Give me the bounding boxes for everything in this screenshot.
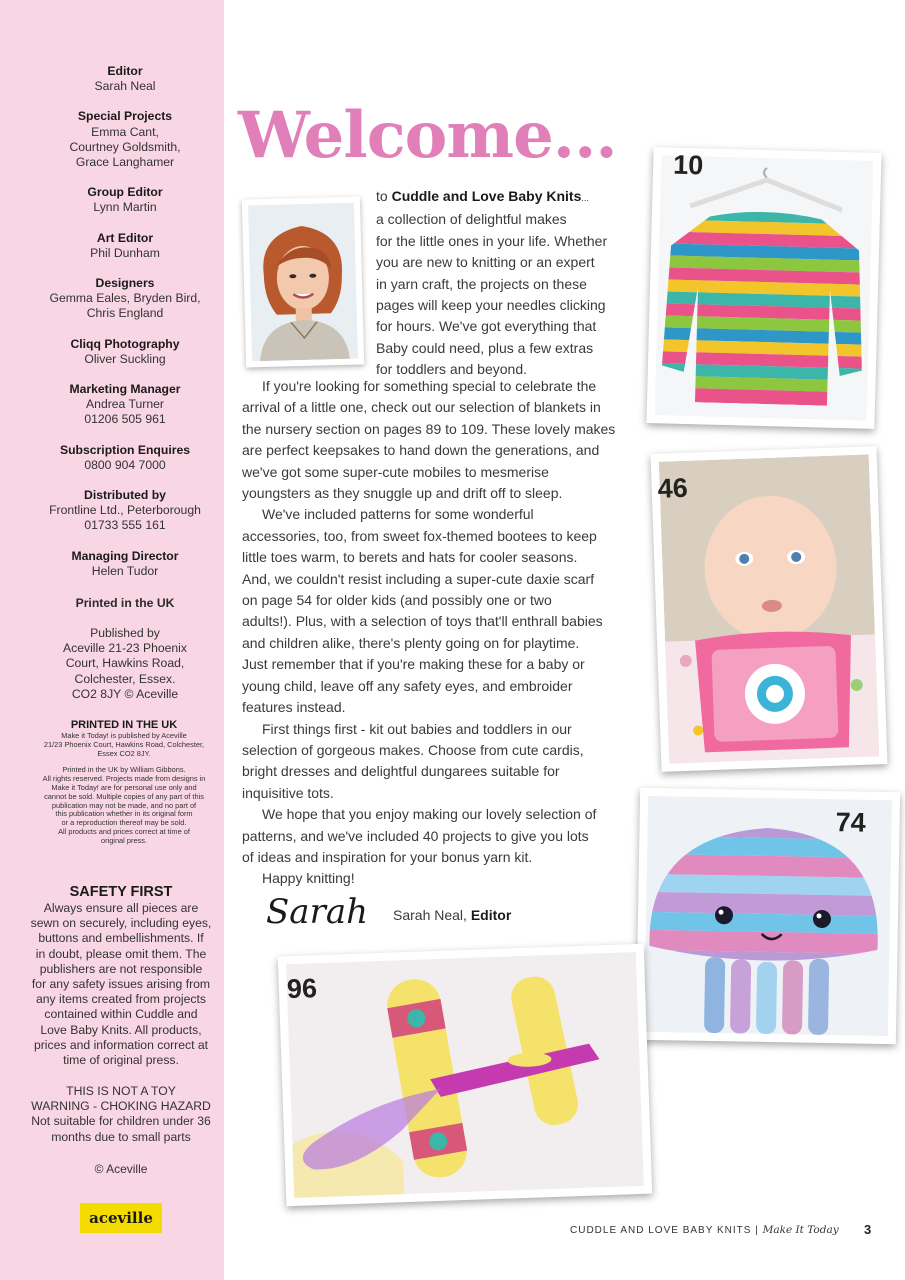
credit-block [10,488,240,534]
magazine-name: Cuddle and Love Baby Knits [391,188,582,204]
editor-portrait [242,196,364,367]
intro-lines [376,209,636,380]
body-line: little toes warm, to berets and hats for cooler seasons. [242,549,578,566]
body-line: First things first - kit out babies and toddlers in our [262,720,572,737]
intro-first-line [376,186,636,209]
signature-name [393,907,511,923]
safety-line: prices and information correct at [33,1037,209,1052]
toy-warning-line: THIS IS NOT A TOY [66,1084,176,1098]
photo-baby [651,446,888,772]
credit-name: Oliver Suckling [84,351,166,366]
intro-line: for hours. We've got everything that [376,318,597,335]
plane-image [286,952,644,1198]
safety-line: any items created from projects [35,992,206,1007]
body-line: If you're looking for something special to celebrate the [262,378,597,394]
photo-jellyfish [636,788,900,1044]
body-line: young child, leave off any safety eyes, and embroider [242,677,573,694]
credit-block [10,109,240,170]
body-line: we've got some super-cute mobiles to mesmerise [242,463,549,480]
publisher-info [10,626,240,702]
body-paragraph [242,804,634,868]
body-line: are perfect keepsakes to hand down the generations, and [242,442,600,459]
body-line: the nursery section on pages 89 to 109. These lovely makes [242,420,616,437]
intro-line: Baby could need, plus a few extras [376,339,594,356]
sidebar [0,0,224,1280]
body-line: We hope that you enjoy making our lovely selection of [262,806,597,823]
credit-role: Cliqq Photography [70,336,180,351]
safety-line: publishers are not responsible [39,961,203,976]
sweater-image [655,155,874,420]
photo-plane [278,944,653,1207]
intro-line: for toddlers and beyond. [376,361,527,378]
safety-line: time of original press. [63,1053,179,1068]
credit-name: 01206 505 961 [84,412,166,427]
intro-line: for the little ones in your life. Whether [376,232,608,249]
page-number-jellyfish: 74 [835,807,866,838]
legal-line: All rights reserved. Projects made from designs in [42,774,206,784]
page-title: Welcome... [238,98,617,173]
credit-block [10,337,240,367]
credit-block [10,231,240,261]
photo-sweater [646,147,881,429]
safety-line: buttons and embellishments. If [38,931,204,946]
credit-role: Special Projects [77,109,173,124]
legal-title: PRINTED IN THE UK [70,719,178,731]
aceville-logo: aceville [80,1203,162,1233]
body-line: arrival of a little one, check out our selection of blankets in [242,399,601,416]
credit-role: Designers [95,276,155,291]
safety-line: for any safety issues arising from [31,977,211,992]
intro-prefix: to [376,188,392,204]
body-line: of ideas and inspiration for your bonus yarn kit. [242,848,533,865]
credit-name: 01733 555 161 [84,518,166,533]
body-line: accessories, too, from sweet fox-themed bootees to keep [242,527,597,544]
page-number-sweater: 10 [672,149,704,181]
page-number: 3 [864,1222,872,1237]
body-line: selection of gorgeous makes. Choose from cute cardis, [242,741,584,758]
legal-line: Printed in the UK by William Gibbons. [62,765,186,775]
credit-role: Subscription Enquires [59,442,191,457]
publisher-line: CO2 8JY © Aceville [71,686,179,701]
toy-warning-line: Not suitable for children under 36 [31,1114,211,1129]
body-line: Just remember that if you're making these for a baby or [242,656,585,673]
printed-uk [10,596,240,611]
credit-role: Group Editor [87,185,163,200]
body-line: patterns, and we've included 40 projects to give you lots [242,827,589,844]
body-line: features instead. [242,699,346,716]
page-number-plane: 96 [286,973,318,1005]
credit-role: Editor [107,64,143,78]
legal-line: Make it Today! is published by Aceville [61,731,187,740]
page-number-baby: 46 [657,472,689,504]
article-body [242,376,634,890]
safety-title: SAFETY FIRST [69,884,173,900]
legal-line: Make it Today! are for personal use only and [51,782,197,792]
credit-block [10,276,240,322]
credit-name: Helen Tudor [91,563,159,578]
intro-line: a collection of delightful makes [376,211,567,228]
publisher-line: Aceville 21-23 Phoenix [63,641,187,656]
credit-block [10,443,240,473]
body-paragraph [242,376,634,504]
legal-line: publication may not be made, and no part of [51,800,197,810]
legal-line: 21/23 Phoenix Court, Hawkins Road, Colchester, [43,739,205,749]
body-line: on page 54 for older kids (and possibly one or two [242,592,552,609]
toy-warning [18,1084,224,1145]
safety-line: Love Baby Knits. All products, [40,1022,202,1037]
credit-name: Lynn Martin [93,200,157,215]
credit-name: Andrea Turner [86,397,164,412]
toy-warning-line: WARNING - CHOKING HAZARD [31,1099,211,1114]
credit-block [10,382,240,428]
credit-role: Managing Director [71,548,179,563]
body-line: youngsters as they snuggle up and drift off to sleep. [242,485,563,502]
body-line: inquisitive tots. [242,784,334,801]
legal-publisher [24,732,224,758]
body-line: We've included patterns for some wonderful [262,506,534,523]
credit-name: 0800 904 7000 [84,457,166,472]
portrait-image [248,203,358,362]
credits-list [10,64,240,594]
credit-name: Sarah Neal [94,79,156,94]
body-line: adults!). Plus, with a selection of toys that'll enthrall babies [242,613,603,630]
credit-name: Emma Cant, [91,124,159,139]
body-paragraph [242,504,634,718]
safety-line: Always ensure all pieces are [43,901,199,915]
body-line: bright dresses and delightful dungarees suitable for [242,763,560,780]
safety-line: contained within Cuddle and [44,1007,198,1022]
legal-line: cannot be sold. Multiple copies of any part of this [44,791,204,801]
legal-rights [24,766,224,845]
printed-uk-label: Printed in the UK [75,596,175,610]
publisher-line: Court, Hawkins Road, [65,656,185,671]
credit-name: Phil Dunham [90,245,160,260]
body-line: and children alike, there's plenty going on for playtime. [242,634,580,651]
closing-line: Happy knitting! [262,870,355,887]
safety-line: in doubt, please omit them. The [35,946,207,961]
credit-name: Frontline Ltd., Peterborough [49,503,201,518]
intro-line: pages will keep your needles clicking [376,297,606,314]
legal-line: Essex CO2 8JY. [97,748,151,758]
credit-name: Chris England [86,306,164,321]
editor-name: Sarah Neal, [393,907,471,923]
publisher-line: Colchester, Essex. [74,671,176,686]
footer-title: CUDDLE AND LOVE BABY KNITS | [570,1225,763,1236]
intro-text [376,186,636,381]
legal-line: this publication whether in its original form [55,809,193,819]
credit-name: Grace Langhamer [75,155,175,170]
editor-role: Editor [470,907,512,923]
footer-magazine: Make It Today [762,1224,839,1236]
credit-block [10,64,240,94]
credit-name: Courtney Goldsmith, [69,139,181,154]
signature-block [266,892,646,936]
credit-block [10,549,240,579]
body-line: And, we couldn't resist including a super-cute daxie scarf [242,570,595,587]
credit-role: Art Editor [96,230,154,245]
page-footer [570,1224,839,1236]
intro-line: in yarn craft, the projects on these [376,275,587,292]
publisher-line: Published by [90,626,160,640]
signature: Sarah [266,892,368,932]
credit-role: Marketing Manager [69,382,181,397]
safety-line: sewn on securely, including eyes, [30,916,212,931]
copyright: © Aceville [94,1162,148,1176]
safety-text [18,901,224,1068]
legal-notice [24,719,224,846]
safety-notice [18,884,224,1068]
body-paragraph [242,719,634,805]
credit-block [10,185,240,215]
toy-warning-line: months due to small parts [51,1129,191,1144]
legal-line: original press. [100,835,147,845]
legal-line: All products and prices correct at time of [58,826,190,836]
intro-ellipsis: ... [581,193,589,203]
credit-role: Distributed by [84,488,166,503]
intro-line: you are new to knitting or an expert [376,254,595,271]
legal-line: or a reproduction thereof may be sold. [61,818,187,828]
baby-image [659,454,879,763]
credit-name: Gemma Eales, Bryden Bird, [49,291,201,306]
